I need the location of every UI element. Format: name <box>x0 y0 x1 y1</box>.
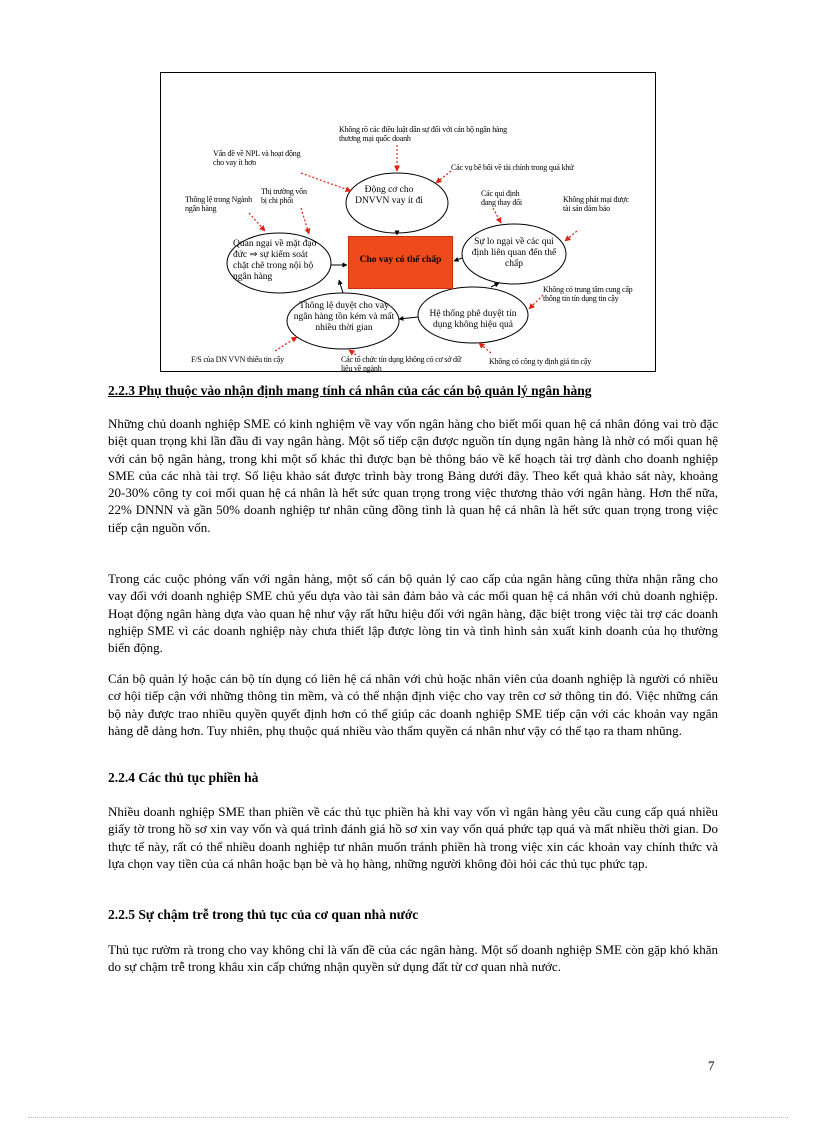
label-market: Thị trường vốn bị chi phối <box>261 187 307 205</box>
red-arrow-credit-center <box>529 295 543 309</box>
label-fs: F/S của DN VVN thiếu tin cậy <box>191 355 284 364</box>
section-2-2-4-title: 2.2.4 Các thủ tục phiền hà <box>108 770 259 785</box>
label-npl: Vấn đề về NPL và hoạt động cho vay ít hơn <box>213 149 301 167</box>
red-arrow-background <box>436 171 451 183</box>
arrow-right-to-center <box>454 258 462 261</box>
node-right-label: Sự lo ngại về các qui định liên quan đến thế chấp <box>471 237 557 269</box>
red-arrow-market <box>301 208 309 234</box>
section-2-2-3-title: 2.2.3 Phụ thuộc vào nhận định mang tính cá nhân của các cán bộ quản lý ngân hàng <box>108 383 592 398</box>
section-2-2-3-paragraph-2: Trong các cuộc phỏng vấn với ngân hàng, một số cán bộ quản lý cao cấp của ngân hàng cũng thừa nhận rằng cho vay đối với doanh nghiệp SME chủ yếu dựa vào tài sản đảm bảo và các mối quan hệ cá nhân với chủ doanh nghiệp. Hoạt động ngân hàng dựa vào quan hệ như vậy rất hữu hiệu đối với ngân hàng, đặc biệt trong việc tài trợ các doanh nghiệp SME vì các doanh nghiệp này chưa thiết lập được lòng tin và tình hình sản xuất kinh doanh của họ thường biến động. <box>108 571 718 656</box>
label-rating: Không có công ty định giá tin cậy <box>489 357 592 366</box>
label-practice: Thông lệ trong Ngành ngân hàng <box>185 195 252 213</box>
arrow-bottom-right-up <box>491 283 499 287</box>
red-arrow-practice <box>249 213 265 231</box>
node-top-label: Động cơ cho DNVVN vay ít đi <box>355 185 423 206</box>
section-2-2-5-title: 2.2.5 Sự chậm trễ trong thủ tục của cơ quan nhà nước <box>108 907 419 922</box>
node-bottom-left-label: Thông lệ duyệt cho vay ngân hàng tồn kém và mất nhiều thời gian <box>293 301 395 333</box>
node-left-label: Quan ngại về mặt đạo đức ⇒ sự kiểm soát chặt chẽ trong nội bộ ngân hàng <box>233 239 317 282</box>
center-node-label: Cho vay có thế chấp <box>359 255 442 265</box>
footer-divider <box>28 1117 788 1118</box>
label-background: Các vụ bê bối về tài chính trong quá khứ <box>451 163 574 172</box>
red-arrow-rules <box>493 208 501 223</box>
label-credit-org: Các tổ chức tín dụng không có cơ sở dữ liệu về ngành <box>341 355 461 373</box>
label-liquidation: Không phát mại được tài sản đảm bảo <box>563 195 629 213</box>
label-credit-center: Không có trung tâm cung cấp thông tin tín dụng tin cậy <box>543 285 633 303</box>
diagram-graphics <box>161 73 657 373</box>
node-bottom-right-label: Hệ thống phê duyệt tín dụng không hiệu quả <box>429 309 517 330</box>
red-arrow-rating <box>479 343 491 353</box>
arrow-bottom-right-to-left <box>399 317 418 319</box>
red-arrow-fs <box>275 337 297 351</box>
section-2-2-4-paragraph-1: Nhiều doanh nghiệp SME than phiền về các thủ tục phiền hà khi vay vốn vì ngân hàng yêu cầu cung cấp quá nhiều giấy tờ trong hồ sơ xin vay vốn và quá trình đánh giá hồ sơ xin vay vốn quá phức tạp quá và mất nhiều thời gian. Do thực tế này, rất có thể nhiều doanh nghiệp tư nhân muốn tránh phiền hà trong việc xin các khoản vay chính thức và lựa chọn vay tiền của cá nhân hoặc bạn bè và họ hàng, những người không đòi hỏi các thủ tục phức tạp. <box>108 804 718 871</box>
page-number: 7 <box>708 1058 715 1073</box>
arrow-bottom-left-up <box>339 280 343 293</box>
section-2-2-3-paragraph-3: Cán bộ quản lý hoặc cán bộ tín dụng có liên hệ cá nhân với chủ hoặc nhân viên của doanh nghiệp là người có nhiều cơ hội tiếp cận với những thông tin mềm, và có thể nhận định việc cho vay trên cơ sở thông tin đó. Việc những cán bộ này được trao nhiều quyền quyết định hơn có thể giúp các doanh nghiệp SME tiếp cận với các khoản vay ngân hàng dễ dàng hơn. Tuy nhiên, phụ thuộc quá nhiều vào thẩm quyền cá nhân như vậy có thể tạo ra tham nhũng. <box>108 671 718 738</box>
label-law: Không rõ các điều luật dân sự đối với cán bộ ngân hàng thương mại quốc doanh <box>339 125 507 143</box>
label-rules: Các qui định đang thay đổi <box>481 189 522 207</box>
section-2-2-5-paragraph-1: Thủ tục rườm rà trong cho vay không chỉ là vấn đề của các ngân hàng. Một số doanh nghiệp SME còn gặp khó khăn do sự chậm trễ trong khâu xin cấp chứng nhận quyền sử dụng đất từ cơ quan nhà nước. <box>108 942 718 975</box>
section-2-2-3-paragraph-1: Những chủ doanh nghiệp SME có kinh nghiệm về vay vốn ngân hàng cho biết mối quan hệ cá nhân đóng vai trò đặc biệt quan trọng khi lần đầu đi vay ngân hàng. Một số tiếp cận được nguồn tín dụng ngân hàng là nhờ có mối quan hệ với cán bộ ngân hàng, trong khi một số khác thì được bạn bè thông báo về kế hoạch tài trợ dành cho doanh nghiệp SME của các nhà tài trợ. Số liệu khảo sát được trình bày trong Bảng dưới đây. Theo kết quả khảo sát này, khoảng 20-30% công ty coi mối quan hệ cá nhân là hết sức quan trọng trong việc thương thảo với ngân hàng. Hơn thế nữa, 22% DNNN và gần 50% doanh nghiệp tư nhân cũng đồng tình là quan hệ cá nhân là hết sức quan trọng trong việc tiếp cận nguồn vốn. <box>108 416 718 535</box>
red-arrow-liquidation <box>565 231 577 241</box>
problem-diagram <box>160 72 656 372</box>
